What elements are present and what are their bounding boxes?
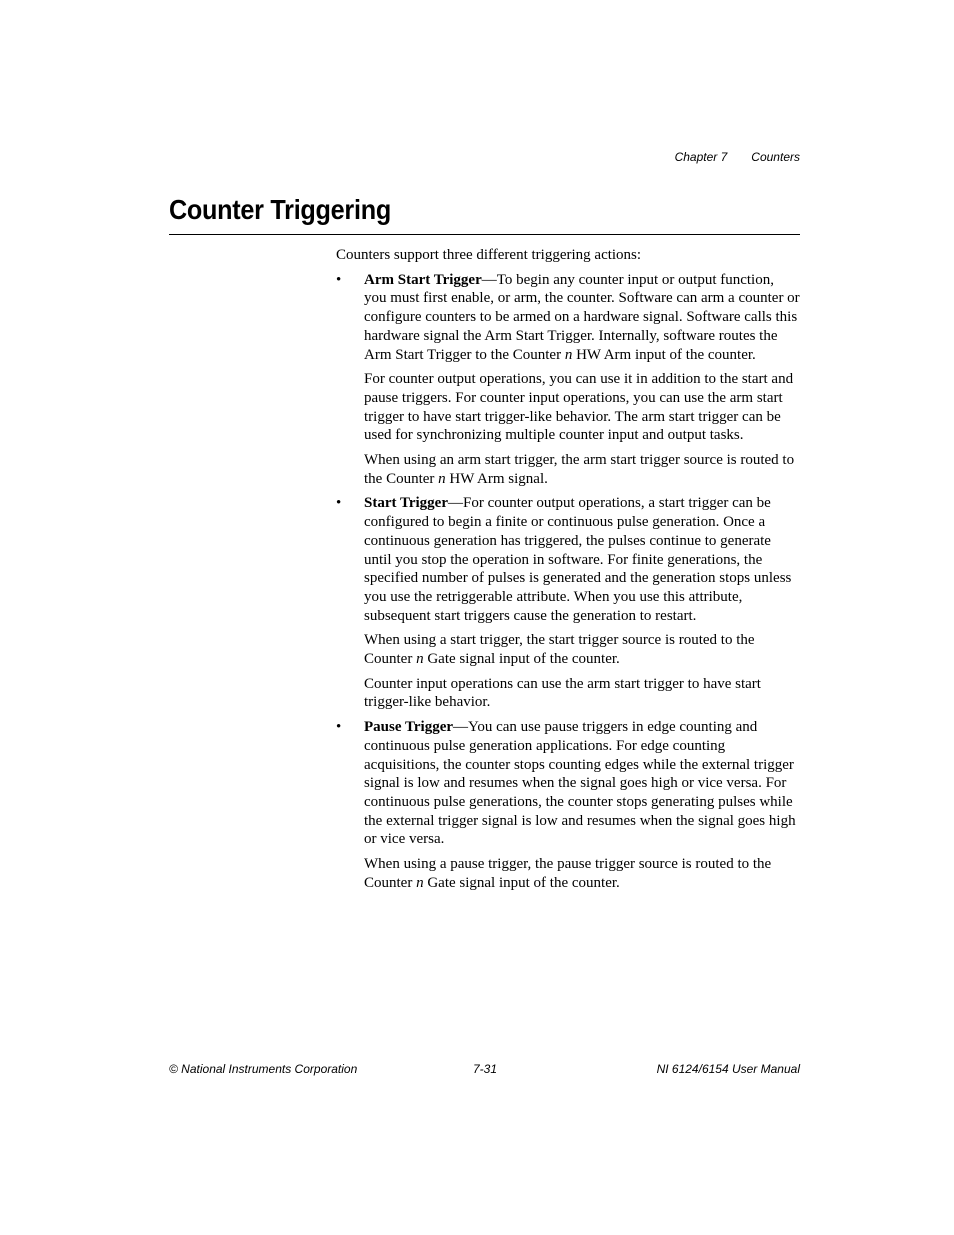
term-start-trigger: Start Trigger — [364, 495, 449, 512]
arm-start-para-2: For counter output operations, you can use it in addition to the start and pause triggers. For counter input operations, you can use the arm start trigger to have start trigger-like behavior. The arm start trigger can be used for synchronizing multiple counter input and output tasks. — [364, 371, 794, 444]
start-para-2: When using a start trigger, the start trigger source is routed to the Counter n Gate signal input of the counter. — [364, 632, 755, 668]
running-header — [675, 150, 800, 164]
pause-para-2: When using a pause trigger, the pause trigger source is routed to the Counter n Gate signal input of the counter. — [364, 856, 772, 891]
body-text — [336, 246, 800, 899]
list-item-pause-trigger — [336, 718, 800, 892]
page-footer — [169, 1062, 800, 1078]
footer-copyright: © National Instruments Corporation — [169, 1062, 358, 1076]
start-para-3: Counter input operations can use the arm start trigger to have start trigger-like behavior. — [364, 675, 761, 711]
arm-start-para-3: When using an arm start trigger, the arm start trigger source is routed to the Counter n HW Arm signal. — [364, 452, 795, 487]
term-pause-trigger: Pause Trigger — [364, 719, 454, 736]
footer-manual-title: NI 6124/6154 User Manual — [656, 1062, 800, 1076]
arm-start-para-1: • Arm Start Trigger—To begin any counter input or output function, you must first enable, or arm, the counter. Software can arm a counter or configure counters to be armed on a hardware signal. Software calls this hardware signal the Arm Start Trigger. Internally, software routes the Arm Start Trigger to the Counter n HW Arm input of the counter. — [364, 271, 800, 363]
term-arm-start-trigger: Arm Start Trigger — [364, 271, 482, 288]
chapter-label: Chapter 7 — [674, 150, 728, 164]
list-item-arm-start-trigger — [336, 271, 800, 489]
page-title: Counter Triggering — [169, 194, 391, 225]
start-para-1: • Start Trigger—For counter output operations, a start trigger can be configured to begin a finite or continuous pulse generation. Once a continuous generation has triggered, the pulses continue to generate until you stop the operation in software. For finite generations, the specified number of pulses is generated and the generation stops unless you use the retriggerable attribute. When you use this attribute, subsequent start triggers cause the generation to restart. — [364, 495, 792, 624]
trigger-list — [336, 271, 800, 893]
page-number: 7-31 — [473, 1062, 498, 1076]
list-item-start-trigger — [336, 494, 800, 712]
intro-paragraph: Counters support three different triggering actions: — [336, 247, 642, 263]
pause-para-1: • Pause Trigger—You can use pause triggers in edge counting and continuous pulse generation applications. For edge counting acquisitions, the counter stops counting edges while the external trigger signal is low and resumes when the signal goes high or vice versa. For continuous pulse generations, the counter stops generating pulses while the external trigger signal is low and resumes when the signal goes high or vice versa. — [364, 719, 796, 848]
section-label: Counters — [751, 150, 800, 164]
title-rule — [169, 234, 800, 235]
